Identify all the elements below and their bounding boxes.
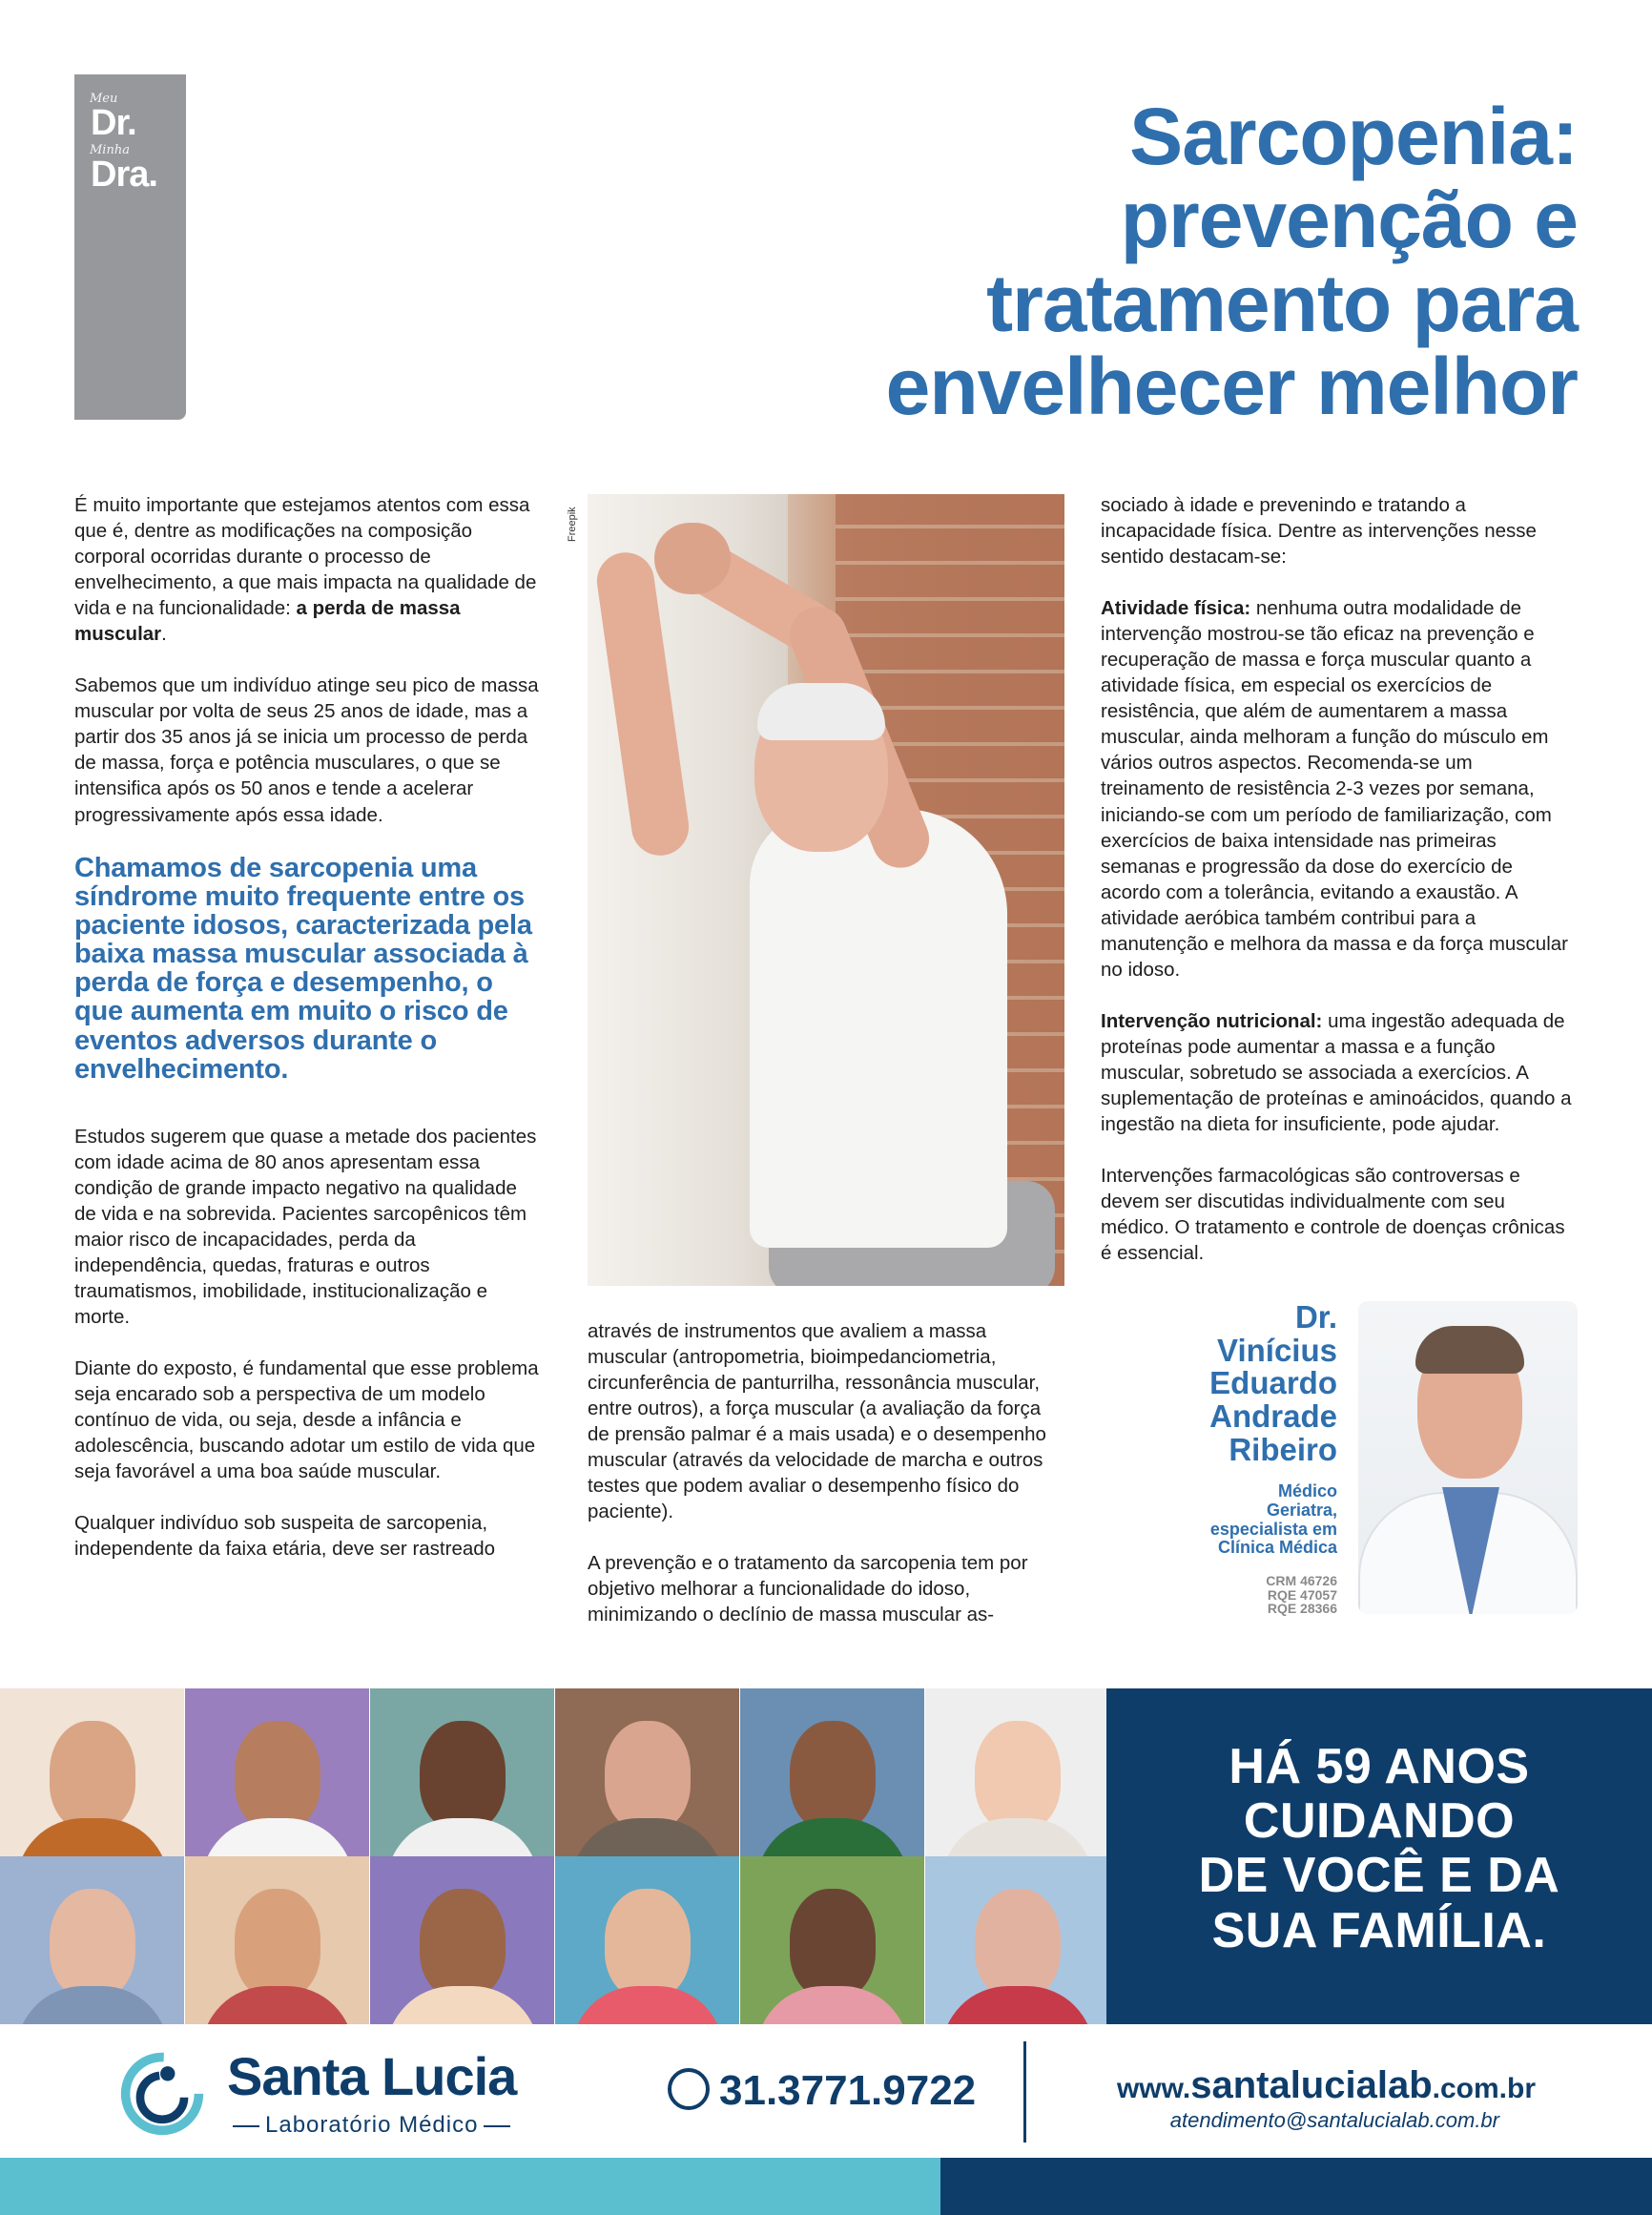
logo-title-bottom: Dra. (91, 155, 157, 195)
article-column-3 (1101, 492, 1578, 1292)
doctor-name: Dr. Vinícius Eduardo Andrade Ribeiro (1209, 1299, 1337, 1467)
title-line: envelhecer melhor (885, 342, 1578, 432)
paragraph: Atividade física: nenhuma outra modalidade de intervenção mostrou-se tão eficaz na prevenção e recuperação de massa e força muscular quanto a atividade física, em especial os exercícios de resistência, que além de aumentarem a massa muscular, ainda melhoram a função do músculo em vários outros aspectos. Recomenda-se um treinamento de resistência 2-3 vezes por semana, iniciando-se com um período de familiarização, com exercícios de baixa intensidade nas primeiras semanas e progressão da dose do exercício de acordo com a tolerância, evitando a exaustão. A atividade aeróbica também contribui para a manutenção e melhora da massa e da força muscular no idoso. (1101, 597, 1568, 981)
brand-name: Santa Lucia (227, 2046, 517, 2106)
portrait-tile (555, 1856, 739, 2024)
slogan-line: CUIDANDO (1243, 1793, 1516, 1850)
hair-shape (757, 683, 885, 740)
elderly-man-stretching-photo (588, 494, 1064, 1286)
slogan-panel (1106, 1688, 1652, 2024)
strip-navy (940, 2158, 1652, 2215)
paragraph: Diante do exposto, é fundamental que esse problema seja encarado sob a perspectiva de um modelo contínuo de vida, ou seja, desde a infância e adolescência, buscando adotar um estilo de vida que seja favorável a uma boa saúde muscular. (74, 1357, 539, 1483)
strip-cyan (0, 2158, 940, 2215)
email-link[interactable]: atendimento@santalucialab.com.br (1169, 2108, 1499, 2132)
paragraph: É muito importante que estejamos atentos com essa que é, dentre as modificações na composição corporal ocorridas durante o processo de envelhecimento, a que mais impacta na qualidade de vida e na funcionalidade: a perda de massa muscular. (74, 494, 537, 646)
photo-credit: Freepik (567, 507, 578, 542)
paragraph: Intervenção nutricional: uma ingestão adequada de proteínas pode aumentar a massa e a função muscular, sobretudo se associada a exercícios. A suplementação de proteínas e aminoácidos, quando a ingestão na dieta for insuficiente, pode ajudar. (1101, 1009, 1572, 1136)
portrait-tile (740, 1688, 924, 1856)
footer-divider (1023, 2041, 1026, 2143)
slogan-line: DE VOCÊ E DA (1198, 1848, 1560, 1904)
bottom-color-strip (0, 2158, 1652, 2215)
column-logo (74, 74, 186, 420)
paragraph: Qualquer indivíduo sob suspeita de sarcopenia, independente da faixa etária, deve ser rastreado (74, 1512, 496, 1561)
website-link[interactable]: www.santalucialab.com.br (1116, 2064, 1536, 2106)
phone-number[interactable]: 31.3771.9722 (668, 2067, 976, 2115)
title-line: tratamento para (986, 258, 1578, 348)
advertiser-footer (0, 2024, 1652, 2158)
logo-title-top: Dr. (91, 103, 136, 143)
article-title (624, 92, 1578, 432)
hair-shape (1415, 1326, 1524, 1374)
portrait-tile (185, 1856, 369, 2024)
doctor-role: Médico Geriatra, especialista em Clínica Médica (1209, 1481, 1337, 1558)
portrait-tile (0, 1856, 184, 2024)
paragraph: sociado à idade e prevenindo e tratando a incapacidade física. Dentre as intervenções nesse sentido destacam-se: (1101, 494, 1537, 569)
article-column-1 (74, 492, 542, 1588)
shirt-shape (750, 809, 1007, 1248)
paragraph: Estudos sugerem que quase a metade dos pacientes com idade acima de 80 anos apresentam essa condição de grande impacto negativo na qualidade de vida e na sobrevida. Pacientes sarcopênicos têm maior risco de incapacidades, perda da independência, quedas, fraturas e outros traumatismos, imobilidade, institucionalização e morte. (74, 1125, 537, 1329)
slogan-line: HÁ 59 ANOS (1229, 1739, 1530, 1794)
santa-lucia-logo-icon (116, 2046, 208, 2138)
title-line: Sarcopenia: (1129, 92, 1578, 181)
paragraph: A prevenção e o tratamento da sarcopenia tem por objetivo melhorar a funcionalidade do idoso, minimizando o declínio de massa muscular as- (588, 1552, 1028, 1626)
paragraph: através de instrumentos que avaliem a massa muscular (antropometria, bioimpedanciometria, circunferência de panturrilha, ressonância muscular, entre outros), a força muscular (a avaliação da força de prensão palmar é a mais usada) e o desempenho muscular (através da velocidade de marcha e outros testes que podem avaliar o desempenho físico do paciente). (588, 1320, 1046, 1523)
portrait-tile (185, 1688, 369, 1856)
pull-quote: Chamamos de sarcopenia uma síndrome muito frequente entre os paciente idosos, caracterizada pela baixa massa muscular associada à perda de força e desempenho, o que aumenta em muito o risco de eventos adversos durante o envelhecimento. (74, 852, 532, 1085)
portrait-tile (370, 1688, 554, 1856)
doctor-registration: CRM 46726 RQE 47057 RQE 28366 (1266, 1573, 1337, 1617)
portrait-tile (740, 1856, 924, 2024)
portrait-tile (0, 1688, 184, 1856)
hands-shape (654, 523, 731, 594)
portrait-tile (925, 1856, 1109, 2024)
portrait-tile (555, 1688, 739, 1856)
brand-subtitle: Laboratório Médico (227, 2112, 516, 2139)
whatsapp-icon (668, 2068, 710, 2110)
doctor-portrait (1358, 1301, 1578, 1614)
article-column-2 (588, 1318, 1060, 1654)
title-line: prevenção e (1120, 175, 1578, 265)
family-banner (0, 1688, 1652, 2024)
portrait-tile (370, 1856, 554, 2024)
portrait-tile (925, 1688, 1109, 1856)
paragraph: Intervenções farmacológicas são controversas e devem ser discutidas individualmente com seu médico. O tratamento e controle de doenças crônicas é essencial. (1101, 1165, 1565, 1265)
paragraph: Sabemos que um indivíduo atinge seu pico de massa muscular por volta de seus 25 anos de idade, mas a partir dos 35 anos já se inicia um processo de perda de massa, força e potência musculares, o que se intensifica após os 50 anos e tende a acelerar progressivamente após essa idade. (74, 674, 539, 826)
slogan-line: SUA FAMÍLIA. (1211, 1902, 1547, 1958)
logo-script-top: Meu (90, 92, 118, 106)
logo-script-bottom: Minha (90, 143, 130, 157)
